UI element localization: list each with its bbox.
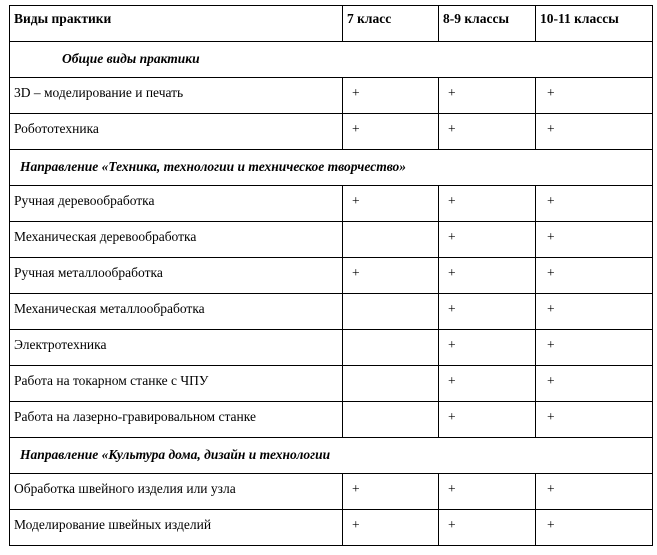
grade-10-11-mark-cell: + <box>536 330 653 366</box>
section-row <box>10 150 653 186</box>
table-row <box>10 258 653 294</box>
grade-8-9-mark-cell: + <box>439 222 536 258</box>
table-row <box>10 222 653 258</box>
table-row <box>10 330 653 366</box>
grade-7-mark-cell: + <box>343 474 439 510</box>
grade-7-mark-cell: + <box>343 186 439 222</box>
grade-10-11-mark-cell: + <box>536 222 653 258</box>
practice-name-cell: 3D – моделирование и печать <box>10 78 343 114</box>
practice-name-cell: Моделирование швейных изделий <box>10 510 343 546</box>
header-cell-grade-7: 7 класс <box>343 6 439 42</box>
grade-8-9-mark-cell: + <box>439 258 536 294</box>
header-cell-practice-types: Виды практики <box>10 6 343 42</box>
grade-10-11-mark-cell: + <box>536 78 653 114</box>
grade-8-9-mark-cell: + <box>439 294 536 330</box>
grade-8-9-mark-cell: + <box>439 186 536 222</box>
grade-8-9-mark-cell: + <box>439 510 536 546</box>
grade-8-9-mark-cell: + <box>439 114 536 150</box>
table-row <box>10 294 653 330</box>
grade-7-mark-cell <box>343 330 439 366</box>
grade-10-11-mark-cell: + <box>536 114 653 150</box>
grade-10-11-mark-cell: + <box>536 294 653 330</box>
header-row <box>10 6 653 42</box>
practice-name-cell: Робототехника <box>10 114 343 150</box>
grade-7-mark-cell: + <box>343 258 439 294</box>
practice-name-cell: Механическая металлообработка <box>10 294 343 330</box>
grade-7-mark-cell: + <box>343 78 439 114</box>
section-title: Общие виды практики <box>10 42 653 78</box>
practice-name-cell: Механическая деревообработка <box>10 222 343 258</box>
table-row <box>10 510 653 546</box>
grade-10-11-mark-cell: + <box>536 510 653 546</box>
header-cell-grade-10-11: 10-11 классы <box>536 6 653 42</box>
section-title: Направление «Культура дома, дизайн и технологии <box>10 438 653 474</box>
table-body <box>10 6 653 546</box>
grade-10-11-mark-cell: + <box>536 186 653 222</box>
grade-7-mark-cell <box>343 366 439 402</box>
section-row <box>10 438 653 474</box>
practice-name-cell: Ручная металлообработка <box>10 258 343 294</box>
practice-name-cell: Электротехника <box>10 330 343 366</box>
practice-name-cell: Ручная деревообработка <box>10 186 343 222</box>
practice-types-table <box>9 5 653 546</box>
grade-8-9-mark-cell: + <box>439 330 536 366</box>
grade-8-9-mark-cell: + <box>439 78 536 114</box>
grade-10-11-mark-cell: + <box>536 474 653 510</box>
table-row <box>10 474 653 510</box>
grade-8-9-mark-cell: + <box>439 474 536 510</box>
practice-name-cell: Работа на токарном станке с ЧПУ <box>10 366 343 402</box>
grade-7-mark-cell <box>343 222 439 258</box>
grade-7-mark-cell: + <box>343 510 439 546</box>
grade-8-9-mark-cell: + <box>439 366 536 402</box>
table-row <box>10 402 653 438</box>
grade-7-mark-cell <box>343 402 439 438</box>
header-cell-grade-8-9: 8-9 классы <box>439 6 536 42</box>
section-title: Направление «Техника, технологии и техническое творчество» <box>10 150 653 186</box>
grade-10-11-mark-cell: + <box>536 366 653 402</box>
grade-10-11-mark-cell: + <box>536 402 653 438</box>
practice-name-cell: Обработка швейного изделия или узла <box>10 474 343 510</box>
grade-10-11-mark-cell: + <box>536 258 653 294</box>
section-row <box>10 42 653 78</box>
grade-7-mark-cell: + <box>343 114 439 150</box>
table-row <box>10 114 653 150</box>
grade-8-9-mark-cell: + <box>439 402 536 438</box>
table-row <box>10 366 653 402</box>
practice-name-cell: Работа на лазерно-гравировальном станке <box>10 402 343 438</box>
grade-7-mark-cell <box>343 294 439 330</box>
table-row <box>10 186 653 222</box>
table-row <box>10 78 653 114</box>
